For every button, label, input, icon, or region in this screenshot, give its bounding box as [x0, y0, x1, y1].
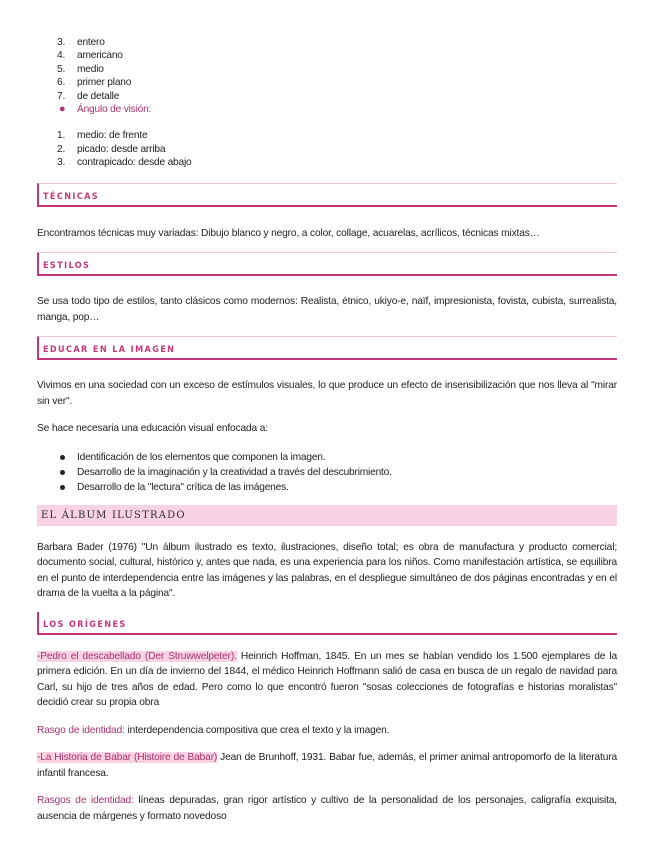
- list-item: Desarrollo de la imaginación y la creatividad a través del descubrimiento.: [37, 465, 617, 480]
- educar-bullets: [37, 450, 617, 496]
- heading-origenes: LOS ORÍGENES: [37, 612, 617, 635]
- origenes-paragraph-1: -Pedro el descabellado (Der Struwwelpeter). Heinrich Hoffman, 1845. En un mes se habían vendido los 1.500 ejemplares de la primera edición. En un día de invierno del 1844, el médico Heinrich Hoffmann salió de casa en busca de un regalo de navidad para Carl, su hijo de tres años de edad. Pero como lo que encontró fueron "sosas colecciones de fotografías e historias moralistas" decidió crear su propia obra: [37, 650, 617, 709]
- list-item: 3. entero: [57, 37, 105, 48]
- educar-paragraph-2: Se hace necesaria una educación visual enfocada a:: [37, 423, 268, 435]
- heading-estilos: ESTILOS: [37, 252, 617, 276]
- list-item: 5. medio: [57, 63, 104, 75]
- album-text: Barbara Bader (1976) "Un álbum ilustrado es texto, ilustraciones, diseño total; es obra de manufactura y producto comercial; documento social, cultural, histórico y, antes que nada, es una experiencia para los niños. Como manifestación artística, se equilibra en el punto de interdependencia entre las imágenes y las palabras, en el despliegue simultáneo de dos páginas encontradas y en el drama de la vuelta a la página".: [37, 541, 617, 600]
- rasgo-2: Rasgos de identidad: líneas depuradas, gran rigor artístico y cultivo de la personalidad de los personajes, caligrafía exquisita, ausencia de márgenes y formato novedoso: [37, 795, 617, 822]
- plano-list: [37, 36, 617, 116]
- bullet-icon: [60, 470, 65, 475]
- bullet-icon: [60, 485, 65, 490]
- list-item: 2. picado: desde arriba: [57, 143, 166, 155]
- book-title-babar: -La Historia de Babar (Histoire de Babar): [37, 752, 218, 764]
- angulo-list: [37, 129, 617, 169]
- list-item: 3. contrapicado: desde abajo: [57, 157, 192, 169]
- tecnicas-text: Encontramos técnicas muy variadas: Dibujo blanco y negro, a color, collage, acuarelas, acrílicos, técnicas mixtas…: [37, 227, 540, 239]
- list-item: 6. primer plano: [57, 77, 132, 89]
- bullet-icon: [60, 455, 65, 460]
- book-title-struwwelpeter: -Pedro el descabellado (Der Struwwelpeter).: [37, 650, 237, 662]
- banner-album-ilustrado: EL ÁLBUM ILUSTRADO: [37, 505, 617, 526]
- list-item: 1. medio: de frente: [57, 130, 148, 142]
- list-item: Desarrollo de la "lectura" crítica de las imágenes.: [37, 480, 617, 495]
- bullet-icon: ●: [59, 103, 66, 116]
- document-page: [37, 36, 617, 824]
- list-item: Identificación de los elementos que componen la imagen.: [37, 450, 617, 465]
- educar-paragraph-1: Vivimos en una sociedad con un exceso de estímulos visuales, lo que produce un efecto de insensibilización que nos lleva al "mirar sin ver".: [37, 380, 617, 407]
- angulo-bullet: ● Ángulo de visión:: [59, 103, 152, 116]
- heading-tecnicas: TÉCNICAS: [37, 183, 617, 207]
- origenes-paragraph-2: -La Historia de Babar (Histoire de Babar) Jean de Brunhoff, 1931. Babar fue, además, el primer animal antropomorfo de la literatura infantil francesa.: [37, 752, 617, 779]
- rasgo-label: Rasgos de identidad:: [37, 795, 134, 807]
- rasgo-label: Rasgo de identidad:: [37, 724, 125, 736]
- rasgo-1: Rasgo de identidad: interdependencia compositiva que crea el texto y la imagen.: [37, 724, 390, 736]
- list-item: 4. americano: [57, 50, 123, 62]
- estilos-text: Se usa todo tipo de estilos, tanto clásicos como modernos: Realista, étnico, ukiyo-e, naïf, impresionista, fovista, cubista, surrealista, manga, pop…: [37, 296, 617, 323]
- list-item: 7. de detalle: [57, 90, 120, 102]
- heading-educar: EDUCAR EN LA IMAGEN: [37, 336, 617, 360]
